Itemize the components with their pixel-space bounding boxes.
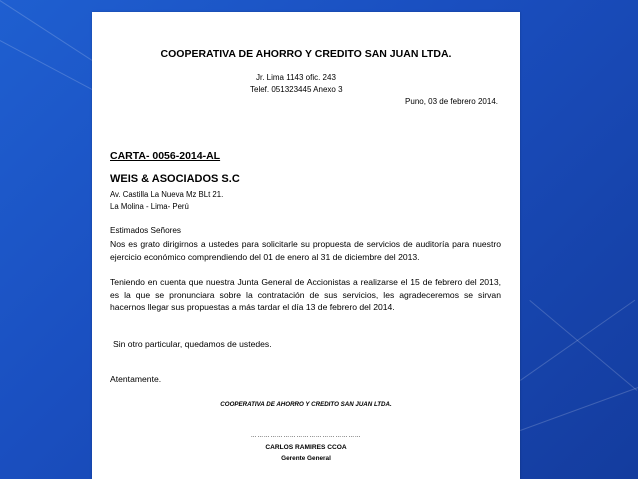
regards: Atentamente. (110, 374, 162, 384)
phone-line: Telef. 051323445 Anexo 3 (250, 85, 343, 94)
recipient-city: La Molina - Lima- Perú (110, 202, 189, 211)
background-line (529, 300, 637, 391)
greeting: Estimados Señores (110, 226, 181, 235)
letter-date: Puno, 03 de febrero 2014. (405, 97, 498, 106)
closing-line: Sin otro particular, quedamos de ustedes. (113, 339, 272, 349)
background-line (520, 382, 638, 431)
signature-line: …………………………………………… (250, 433, 362, 439)
letter-page (92, 12, 520, 479)
recipient-street: Av. Castilla La Nueva Mz BLt 21. (110, 190, 224, 199)
signer-title: Gerente General (281, 455, 331, 462)
background-line (0, 40, 97, 93)
footer-org-name: COOPERATIVA DE AHORRO Y CREDITO SAN JUAN LTDA. (220, 401, 392, 408)
recipient-company: WEIS & ASOCIADOS S.C (110, 173, 240, 185)
letter-reference: CARTA- 0056-2014-AL (110, 150, 221, 162)
body-paragraph: Nos es grato dirigirnos a ustedes para solicitarle su propuesta de servicios de auditoría para nuestro ejercicio económico comprendiendo del 01 de enero al 31 de diciembre del 2013. (110, 239, 501, 262)
signer-name: CARLOS RAMIRES CCOA (265, 444, 347, 451)
body-paragraph: Teniendo en cuenta que nuestra Junta General de Accionistas a realizarse el 15 de febrero del 2013, es la que se pronunciara sobre la contratación de sus servicios, les agradeceremos se sirvan hacernos llegar sus propuestas a más tardar el día 13 de febrero del 2014. (110, 277, 501, 313)
org-header: COOPERATIVA DE AHORRO Y CREDITO SAN JUAN LTDA. (160, 48, 452, 60)
address-line: Jr. Lima 1143 ofic. 243 (256, 73, 336, 82)
